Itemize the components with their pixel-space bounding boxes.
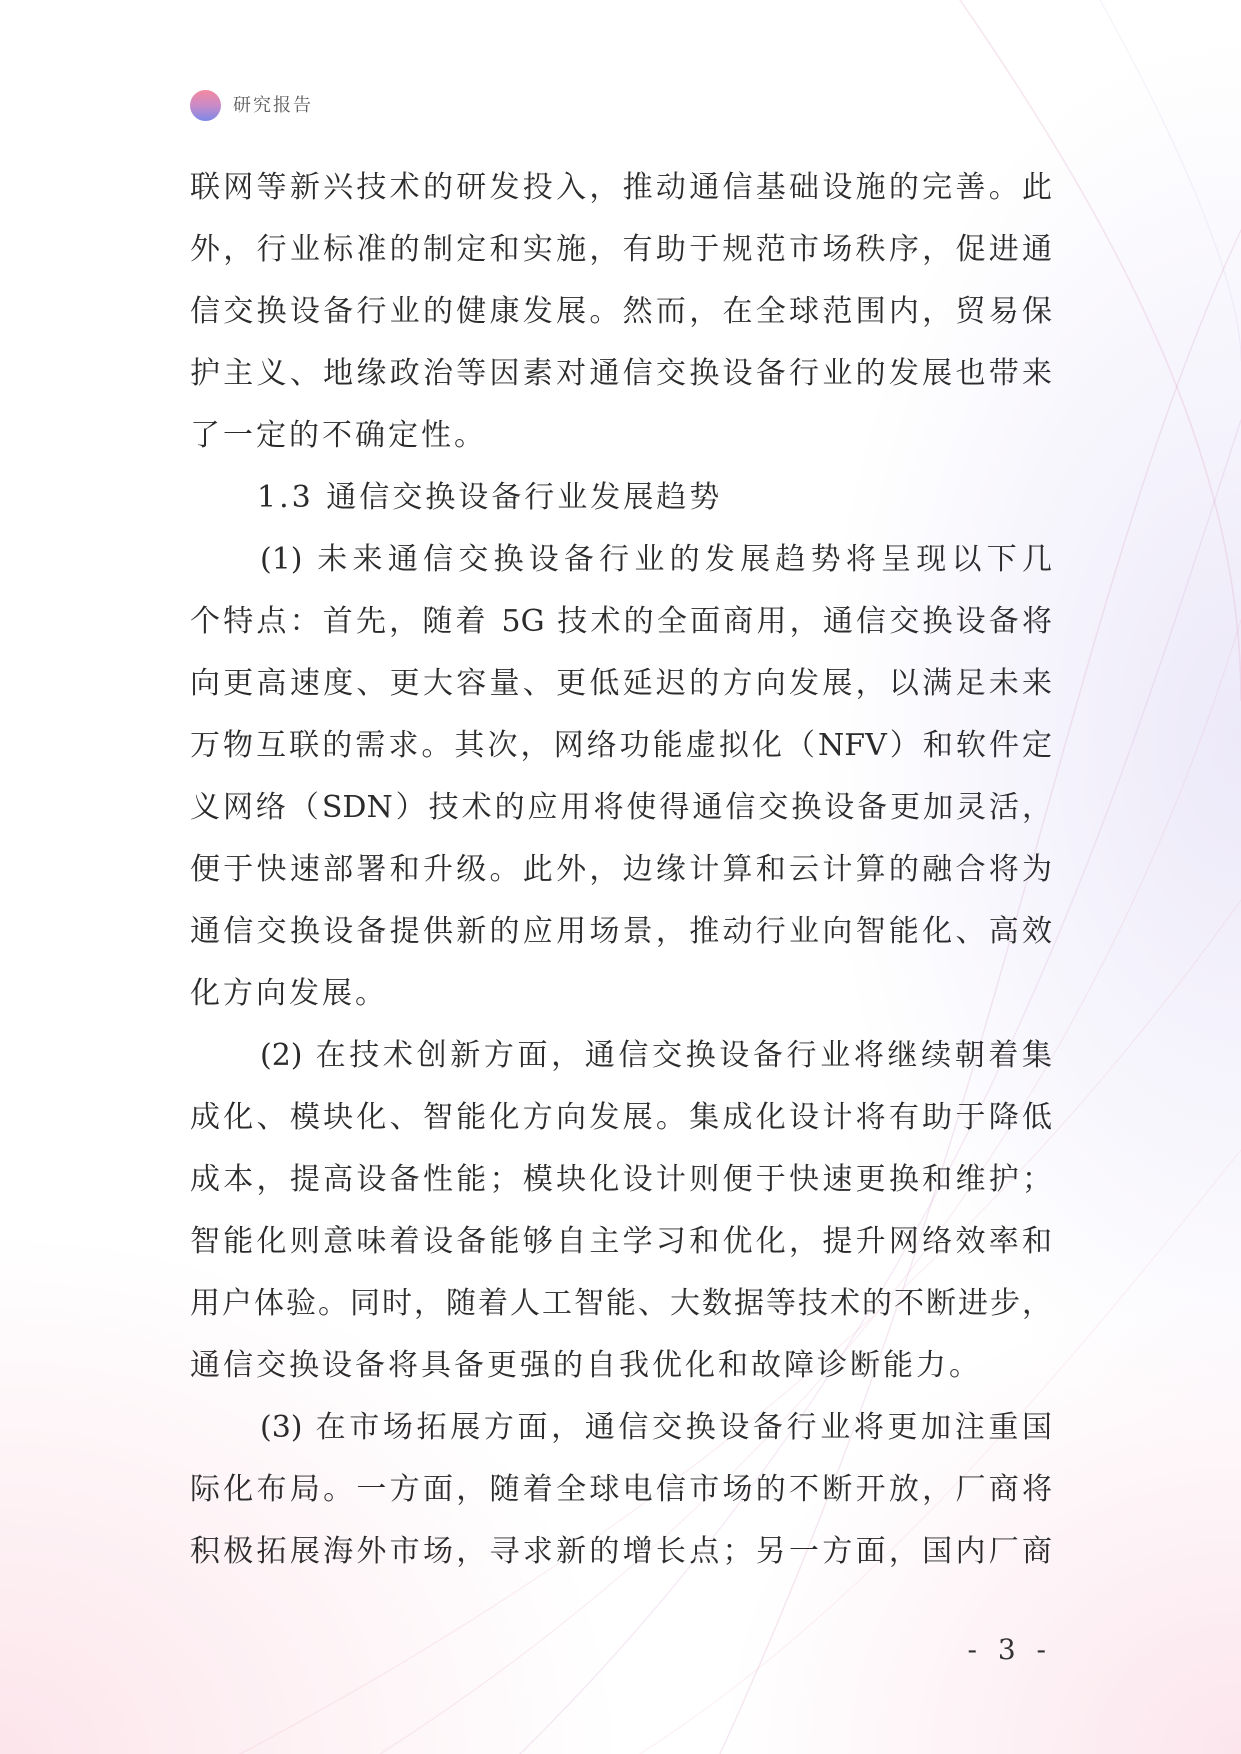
text-line: (3) 在市场拓展方面，通信交换设备行业将更加注重国: [260, 1410, 1052, 1445]
text-line: 成本，提高设备性能；模块化设计则便于快速更换和维护；: [190, 1162, 1052, 1197]
text-line: 了一定的不确定性。: [190, 418, 487, 453]
text-line: 义网络（SDN）技术的应用将使得通信交换设备更加灵活，: [190, 790, 1052, 825]
document-body: [190, 157, 1052, 1583]
text-line: 外，行业标准的制定和实施，有助于规范市场秩序，促进通: [190, 232, 1052, 267]
text-line: (2) 在技术创新方面，通信交换设备行业将继续朝着集: [260, 1038, 1052, 1073]
text-line: 成化、模块化、智能化方向发展。集成化设计将有助于降低: [190, 1100, 1052, 1135]
header-title: 研究报告: [233, 95, 313, 116]
gradient-circle-logo-icon: [190, 90, 221, 121]
paragraph-3: [190, 1397, 1052, 1583]
text-line: 便于快速部署和升级。此外，边缘计算和云计算的融合将为: [190, 852, 1052, 887]
page-number: - 3 -: [967, 1633, 1052, 1666]
text-line: 用户体验。同时，随着人工智能、大数据等技术的不断进步，: [190, 1286, 1052, 1321]
continuation-paragraph: [190, 157, 1052, 467]
text-line: 化方向发展。: [190, 976, 388, 1011]
report-header: [190, 90, 313, 121]
text-line: 万物互联的需求。其次，网络功能虚拟化（NFV）和软件定: [190, 728, 1052, 763]
text-line: 联网等新兴技术的研发投入，推动通信基础设施的完善。此: [190, 170, 1052, 205]
text-line: 智能化则意味着设备能够自主学习和优化，提升网络效率和: [190, 1224, 1052, 1259]
text-line: 通信交换设备提供新的应用场景，推动行业向智能化、高效: [190, 914, 1052, 949]
section-heading: 1.3 通信交换设备行业发展趋势: [257, 480, 723, 515]
paragraph-2: [190, 1025, 1052, 1397]
text-line: 通信交换设备将具备更强的自我优化和故障诊断能力。: [190, 1348, 982, 1383]
text-line: 信交换设备行业的健康发展。然而，在全球范围内，贸易保: [190, 294, 1052, 329]
paragraph-1: [190, 529, 1052, 1025]
text-line: 护主义、地缘政治等因素对通信交换设备行业的发展也带来: [190, 356, 1052, 391]
text-line: 积极拓展海外市场，寻求新的增长点；另一方面，国内厂商: [190, 1534, 1052, 1569]
text-line: 际化布局。一方面，随着全球电信市场的不断开放，厂商将: [190, 1472, 1052, 1507]
text-line: 个特点：首先，随着 5G 技术的全面商用，通信交换设备将: [190, 604, 1052, 639]
text-line: (1) 未来通信交换设备行业的发展趋势将呈现以下几: [260, 542, 1052, 577]
text-line: 向更高速度、更大容量、更低延迟的方向发展，以满足未来: [190, 666, 1052, 701]
